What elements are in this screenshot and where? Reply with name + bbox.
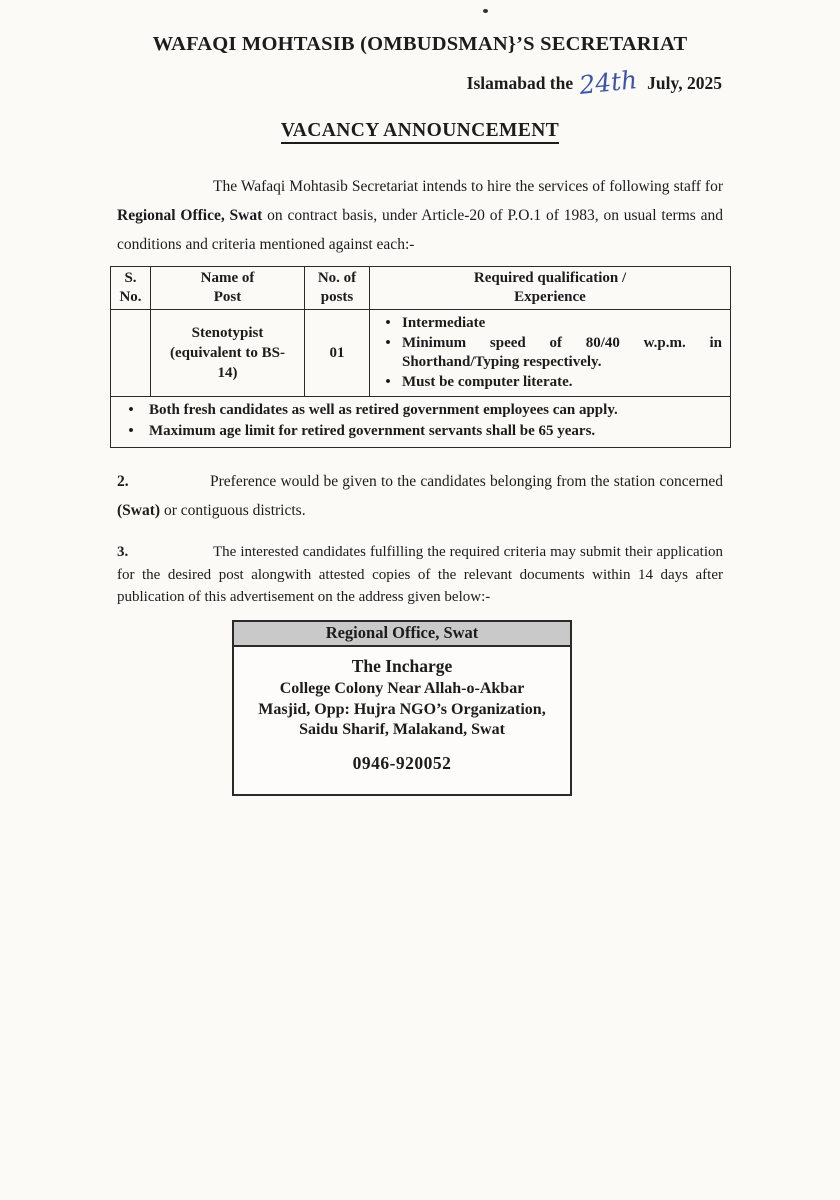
intro-text-before: The Wafaqi Mohtasib Secretariat intends to hire the services of following staff for (213, 177, 723, 195)
note-item: • Both fresh candidates as well as retired government employees can apply. (113, 400, 722, 421)
phone-number: 0946-920052 (352, 752, 452, 773)
note-item: • Maximum age limit for retired government servants shall be 65 years. (113, 421, 722, 442)
qualification-item: • Intermediate (374, 314, 724, 334)
qualification-item: • Minimum speed of 80/40 w.p.m. in Shorthand/Typing respectively. (374, 334, 724, 373)
cell-num-posts: 01 (305, 310, 370, 397)
table-notes-row (111, 397, 731, 448)
scan-dot-artifact (483, 9, 488, 13)
bullet-icon: • (385, 334, 391, 351)
paragraph-3 (117, 541, 723, 609)
document-title: WAFAQI MOHTASIB (OMBUDSMAN}’S SECRETARIAT (152, 33, 688, 55)
addressee: The Incharge (351, 656, 453, 676)
paragraph-2-text-before: Preference would be given to the candidates belonging from the station concerned (210, 472, 723, 490)
paragraph-2-text-after: or contiguous districts. (160, 502, 306, 519)
paragraph-2 (117, 467, 723, 526)
header-no-of-posts: No. of posts (305, 267, 370, 310)
date-line (466, 65, 722, 100)
table-row (111, 310, 731, 397)
intro-text-after: on contract basis, under Article-20 of P.O.1 of 1983, on usual terms and conditions and criteria mentioned against each:- (117, 206, 723, 253)
address-line: College Colony Near Allah-o-Akbar (279, 680, 525, 697)
date-suffix: July, 2025 (647, 73, 722, 93)
header-s-no: S. No. (111, 267, 151, 310)
vacancy-heading: VACANCY ANNOUNCEMENT (0, 120, 840, 142)
address-line: Saidu Sharif, Malakand, Swat (299, 721, 505, 738)
bullet-icon: • (385, 315, 391, 331)
paragraph-3-number: 3. (117, 544, 129, 560)
handwritten-day: 24th (577, 65, 639, 100)
header-name-of-post: Name of Post (151, 267, 305, 310)
intro-bold-office: Regional Office, Swat (117, 206, 263, 224)
header-qualification: Required qualification / Experience (370, 267, 731, 310)
paragraph-2-number: 2. (117, 472, 129, 490)
paragraph-3-text: The interested candidates fulfilling the required criteria may submit their application for the desired post alongwith attested copies of the relevant documents within 14 days after publication of this advertisement on the address given below:- (117, 544, 723, 605)
vacancy-table (110, 266, 731, 448)
address-box-header: Regional Office, Swat (234, 622, 570, 647)
qualification-item: • Must be computer literate. (374, 373, 724, 393)
paragraph-2-bold: (Swat) (117, 502, 161, 519)
cell-s-no (111, 310, 151, 397)
bullet-icon: • (128, 402, 134, 418)
address-box-body (234, 647, 570, 794)
address-line: Masjid, Opp: Hujra NGO’s Organization, (258, 700, 546, 718)
cell-qualifications (370, 310, 731, 397)
table-header-row (111, 267, 731, 310)
date-prefix: Islamabad the (466, 73, 574, 93)
notes-cell (111, 397, 731, 448)
bullet-icon: • (385, 373, 391, 390)
address-box (232, 620, 572, 796)
address-lines (240, 679, 564, 741)
intro-paragraph (117, 172, 723, 259)
bullet-icon: • (128, 423, 134, 439)
cell-post-name: Stenotypist (equivalent to BS-14) (151, 310, 305, 397)
